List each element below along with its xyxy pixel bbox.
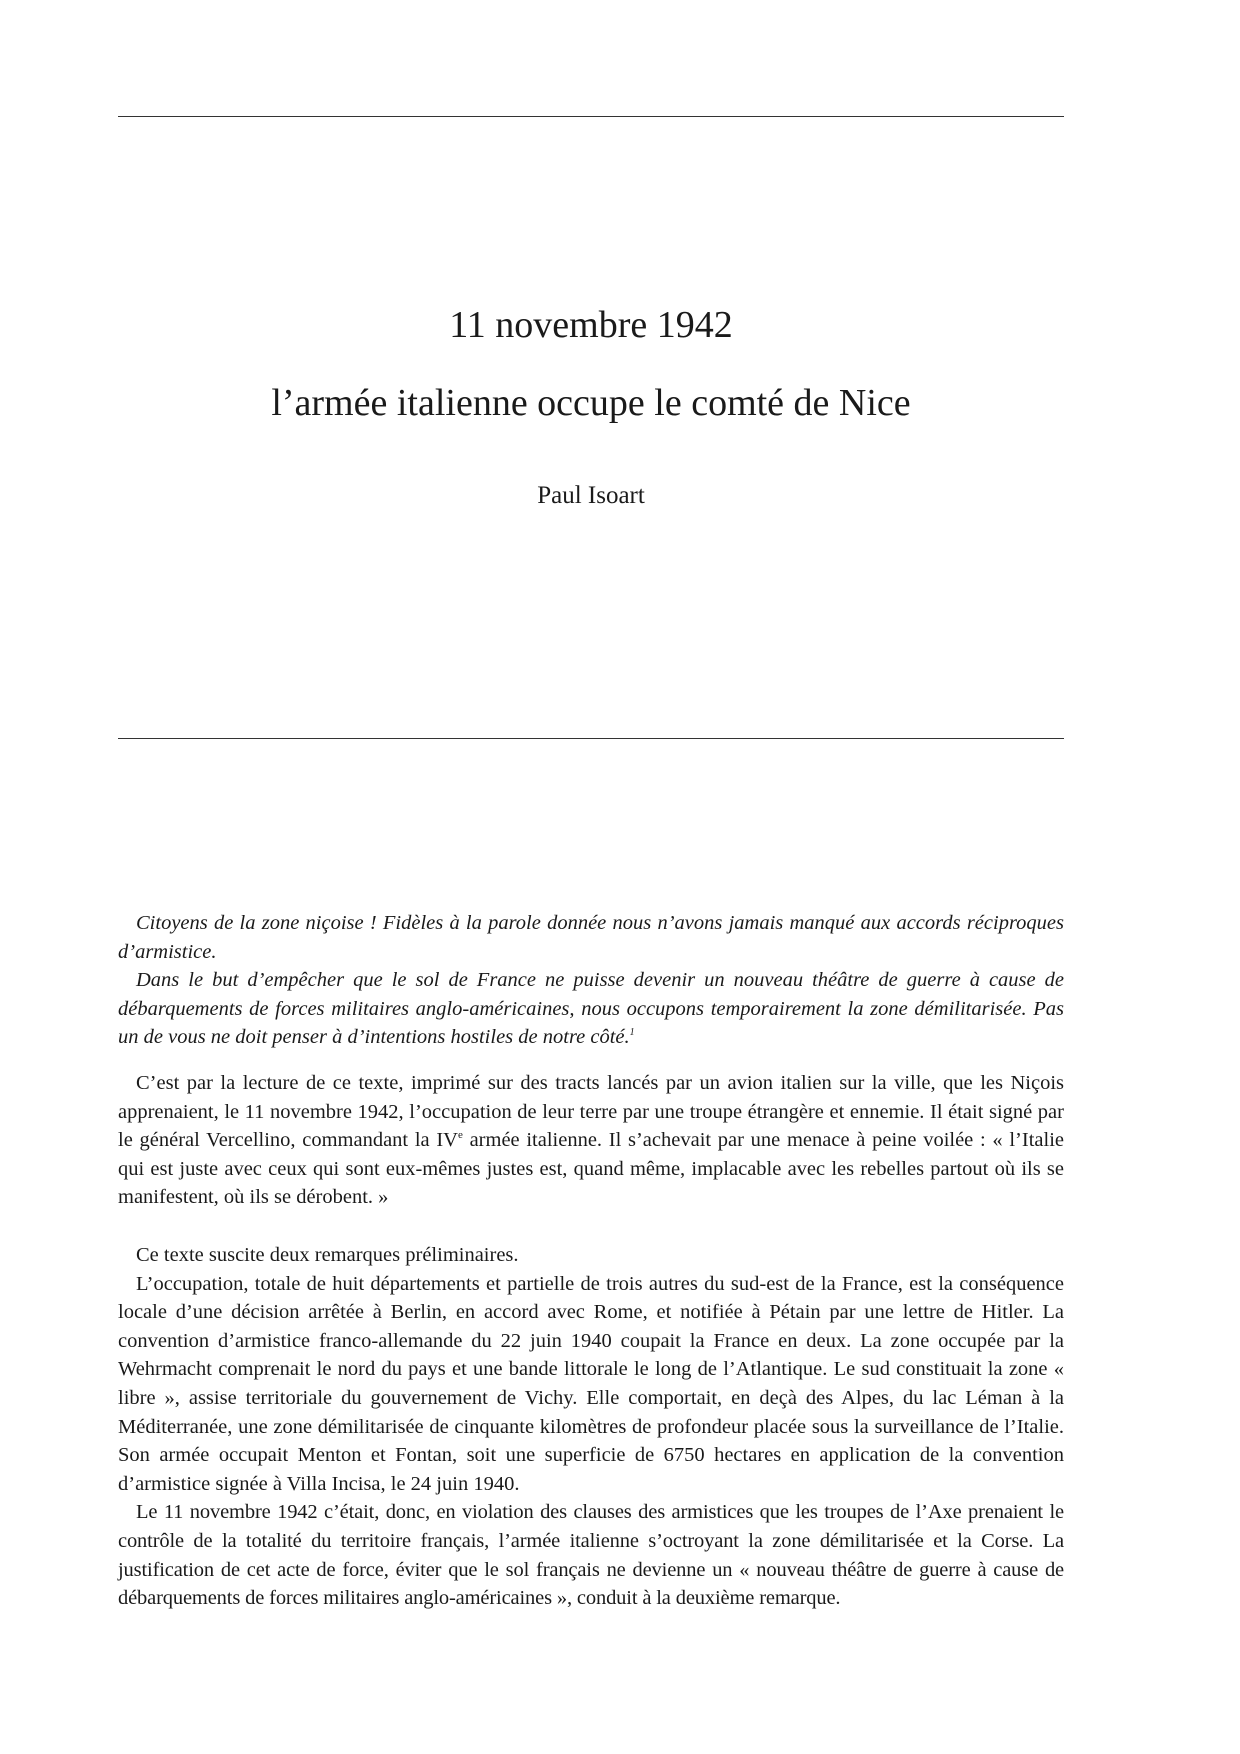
body-text-part: armée italienne. Il s’achevait par une menace à peine voilée : « l’Italie qui est juste avec ceux qui sont eux-mêmes justes est, quand même, implacable avec les rebelles partout où ils se manifestent, où ils se dérobent. » bbox=[118, 1129, 1064, 1209]
epigraph-quote bbox=[118, 909, 1064, 1052]
chapter-title: l’armée italienne occupe le comté de Nice bbox=[271, 382, 911, 424]
footnote-reference[interactable]: 1 bbox=[629, 1027, 635, 1039]
quote-paragraph-text: Dans le but d’empêcher que le sol de France ne puisse devenir un nouveau théâtre de guerre à cause de débarquements de forces militaires anglo-américaines, nous occupons temporairement la zone démilitarisée. Pas un de vous ne doit penser à d’intentions hostiles de notre côté. bbox=[118, 969, 1064, 1049]
quote-paragraph-text: Citoyens de la zone niçoise ! Fidèles à la parole donnée nous n’avons jamais manqué aux accords réciproques d’armistice. bbox=[118, 912, 1064, 963]
body-text-part: C’est par la lecture de ce texte, imprimé sur des tracts lancés par un avion italien sur la ville, que les Niçois apprenaient, le 11 novembre 1942, l’occupation de leur terre par une troupe étrangère et ennemie. Il était signé par le général Vercellino, commandant la IV bbox=[118, 1072, 1064, 1152]
quote-paragraph bbox=[118, 966, 1064, 1052]
body-paragraph: Ce texte suscite deux remarques préliminaires. bbox=[136, 1244, 519, 1266]
body-section-remarks bbox=[118, 1241, 1064, 1613]
bottom-divider bbox=[118, 738, 1064, 739]
body-section-intro bbox=[118, 1069, 1064, 1212]
body-paragraph: L’occupation, totale de huit départements et partielle de trois autres du sud-est de la France, est la conséquence locale d’une décision arrêtée à Berlin, en accord avec Rome, et notifiée à Pétain par une lettre de Hitler. La convention d’armistice franco-allemande du 22 juin 1940 coupait la France en deux. La zone occupée par la Wehrmacht comprenait le nord du pays et une bande littorale le long de l’Atlantique. Le sud constituait la zone « libre », assise territoriale du gouvernement de Vichy. Elle comportait, en deçà des Alpes, du lac Léman à la Méditerranée, une zone démilitarisée de cinquante kilomètres de profondeur placée sous la surveillance de l’Italie. Son armée occupait Menton et Fontan, soit une superficie de 6750 hectares en application de la convention d’armistice signée à Villa Incisa, le 24 juin 1940. bbox=[118, 1272, 1064, 1495]
chapter-date-title: 11 novembre 1942 bbox=[449, 304, 733, 346]
body-paragraph: Le 11 novembre 1942 c’était, donc, en violation des clauses des armistices que les troupes de l’Axe prenaient le contrôle de la totalité du territoire français, l’armée italienne s’octroyant la zone démilitarisée et la Corse. La justification de cet acte de force, éviter que le sol français ne devienne un « nouveau théâtre de guerre à cause de débarquements de forces militaires anglo-américaines », conduit à la deuxième remarque. bbox=[118, 1501, 1064, 1610]
ordinal-superscript: e bbox=[457, 1129, 463, 1142]
author-name: Paul Isoart bbox=[537, 482, 645, 509]
top-divider bbox=[118, 116, 1064, 117]
body-paragraph bbox=[118, 1069, 1064, 1212]
quote-paragraph bbox=[118, 909, 1064, 966]
